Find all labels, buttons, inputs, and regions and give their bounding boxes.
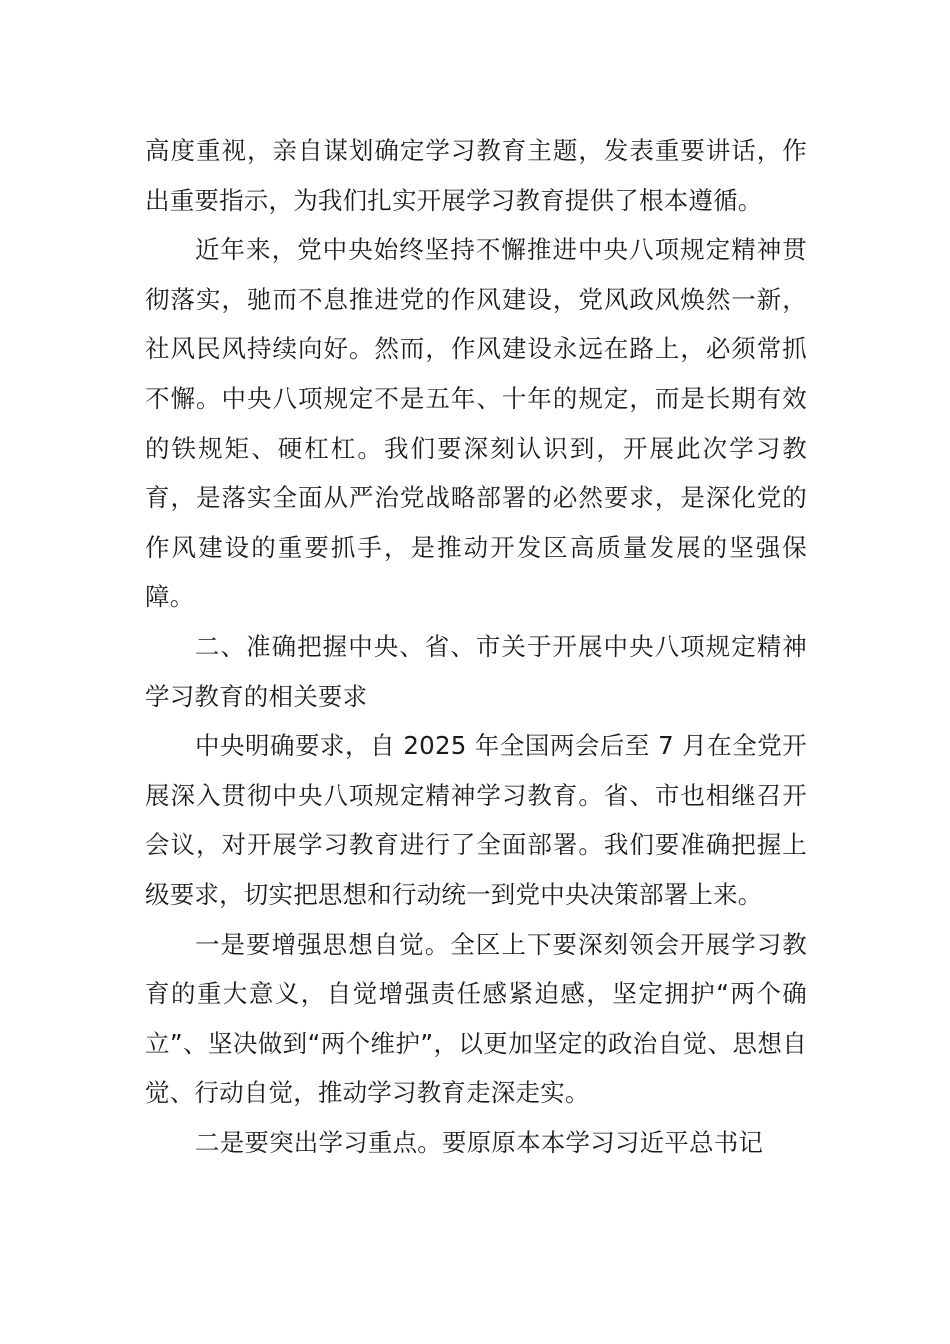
paragraph-3: 中央明确要求，自 2025 年全国两会后至 7 月在全党开展深入贯彻中央八项规定精神学习教育。省、市也相继召开会议，对开展学习教育进行了全面部署。我们要准确把握上级要求，切实把思想和行动统一到党中央决策部署上来。	[145, 731, 807, 909]
section-heading-2: 二、准确把握中央、省、市关于开展中央八项规定精神学习教育的相关要求	[145, 631, 807, 711]
paragraph-4: 一是要增强思想自觉。全区上下要深刻领会开展学习教育的重大意义，自觉增强责任感紧迫感，坚定拥护“两个确立”、坚决做到“两个维护”，以更加坚定的政治自觉、思想自觉、行动自觉，推动学习教育走深走实。	[145, 929, 807, 1108]
document-body	[145, 126, 807, 1167]
paragraph-2: 近年来，党中央始终坚持不懈推进中央八项规定精神贯彻落实，驰而不息推进党的作风建设，党风政风焕然一新，社风民风持续向好。然而，作风建设永远在路上，必须常抓不懈。中央八项规定不是五年、十年的规定，而是长期有效的铁规矩、硬杠杠。我们要深刻认识到，开展此次学习教育，是落实全面从严治党战略部署的必然要求，是深化党的作风建设的重要抓手，是推动开发区高质量发展的坚强保障。	[145, 235, 807, 612]
paragraph-5: 二是要突出学习重点。要原原本本学习习近平总书记	[195, 1127, 764, 1157]
paragraph-1: 高度重视，亲自谋划确定学习教育主题，发表重要讲话，作出重要指示，为我们扎实开展学习教育提供了根本遵循。	[145, 136, 807, 215]
